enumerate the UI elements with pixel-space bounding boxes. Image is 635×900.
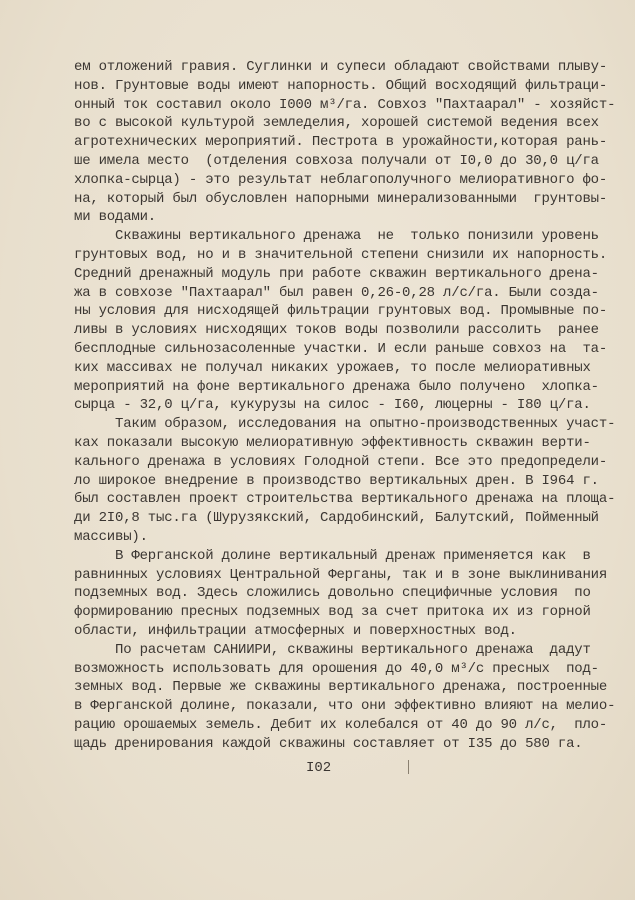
page-number: I02 (306, 760, 332, 776)
text-line: подземных вод. Здесь сложились довольно специфичные условия по (74, 585, 591, 602)
text-line: возможность использовать для орошения до 40,0 м³/с пресных под- (74, 660, 599, 677)
text-line: ливы в условиях нисходящих токов воды позволили рассолить ранее (74, 322, 599, 339)
text-line: хлопка-сырца) - это результат неблагополучного мелиоративного фо- (74, 171, 608, 188)
pencil-mark (408, 760, 409, 774)
text-line: области, инфильтрации атмосферных и поверхностных вод. (74, 622, 517, 639)
text-line: рацию орошаемых земель. Дебит их колебался от 40 до 90 л/с, пло- (74, 716, 608, 733)
text-line: был составлен проект строительства вертикального дренажа на площа- (74, 491, 616, 508)
text-line: ках показали высокую мелиоративную эффективность скважин верти- (74, 434, 591, 451)
text-line: земных вод. Первые же скважины вертикального дренажа, построенные (74, 679, 608, 696)
text-line: грунтовых вод, но и в значительной степени снизили их напорность. (74, 246, 608, 263)
text-line: Таким образом, исследования на опытно-производственных участ- (74, 416, 616, 433)
text-line: ше имела место (отделения совхоза получали от I0,0 до 30,0 ц/га (74, 152, 599, 169)
text-line: сырца - 32,0 ц/га, кукурузы на силос - I60, люцерны - I80 ц/га. (74, 397, 591, 414)
text-line: бесплодные сильнозасоленные участки. И если раньше совхоз на та- (74, 340, 608, 357)
document-body (74, 58, 616, 753)
text-line: массивы). (74, 528, 148, 545)
text-line: ми водами. (74, 209, 157, 226)
text-line: ди 2I0,8 тыс.га (Шурузякский, Сардобинский, Балутский, Пойменный (74, 510, 599, 527)
text-line: онный ток составил около I000 м³/га. Совхоз "Пахтаарал" - хозяйст- (74, 96, 616, 113)
text-line: в Ферганской долине, показали, что они эффективно влияют на мелио- (74, 698, 616, 715)
text-line: мероприятий на фоне вертикального дренажа было получено хлопка- (74, 378, 599, 395)
text-line: ких массивах не получал никаких урожаев, то после мелиоративных (74, 359, 591, 376)
text-line: ны условия для нисходящей фильтрации грунтовых вод. Промывные по- (74, 303, 608, 320)
text-line: щадь дренирования каждой скважины составляет от I35 до 580 га. (74, 735, 583, 752)
text-line: ло широкое внедрение в производство вертикальных дрен. В I964 г. (74, 472, 599, 489)
text-line: Скважины вертикального дренажа не только понизили уровень (74, 228, 599, 245)
text-line: Средний дренажный модуль при работе скважин вертикального дрена- (74, 265, 599, 282)
text-line: во с высокой культурой земледелия, хорошей системой ведения всех (74, 115, 599, 132)
text-line: По расчетам САНИИРИ, скважины вертикального дренажа дадут (74, 641, 591, 658)
text-line: агротехнических мероприятий. Пестрота в урожайности,которая рань- (74, 134, 608, 151)
text-line: В Ферганской долине вертикальный дренаж применяется как в (74, 547, 591, 564)
text-line: жа в совхозе "Пахтаарал" был равен 0,26-0,28 л/с/га. Были созда- (74, 284, 599, 301)
text-line: равнинных условиях Центральной Ферганы, так и в зоне выклинивания (74, 566, 608, 583)
text-line: нов. Грунтовые воды имеют напорность. Общий восходящий фильтраци- (74, 77, 608, 94)
text-line: на, который был обусловлен напорными минерализованными грунтовы- (74, 190, 608, 207)
text-line: кального дренажа в условиях Голодной степи. Все это предопредели- (74, 453, 608, 470)
text-line: ем отложений гравия. Суглинки и супеси обладают свойствами плыву- (74, 59, 608, 75)
text-line: формированию пресных подземных вод за счет притока их из горной (74, 604, 591, 621)
